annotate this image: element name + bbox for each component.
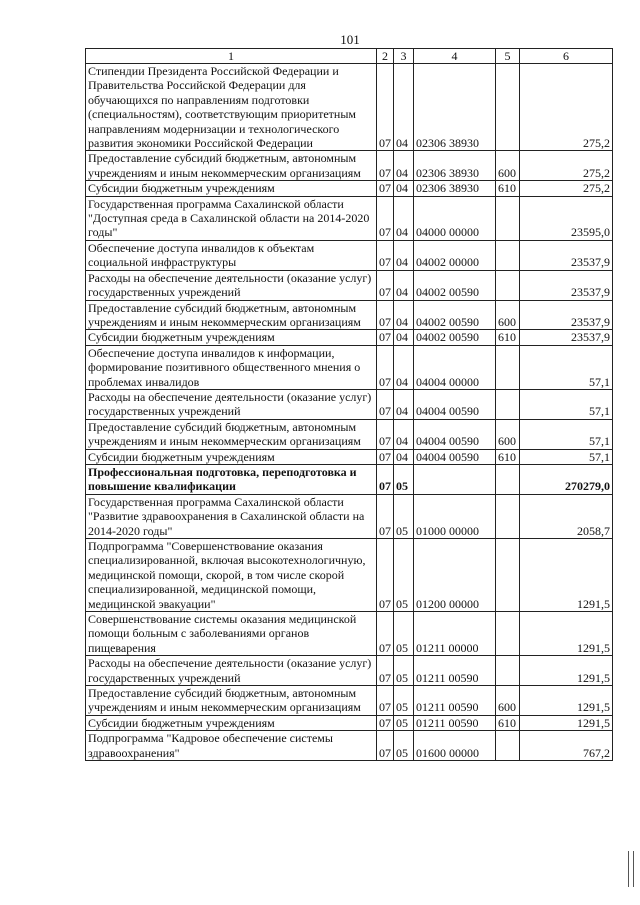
row-target-article-code: 04004 00590 [414, 389, 496, 419]
row-expense-type-code [496, 464, 520, 494]
row-target-article-code: 04004 00590 [414, 449, 496, 464]
page-number: 101 [340, 32, 360, 47]
row-amount: 1291,5 [520, 656, 613, 686]
row-expense-type-code: 600 [496, 300, 520, 330]
row-name: Субсидии бюджетным учреждениям [86, 715, 377, 730]
row-amount: 270279,0 [520, 464, 613, 494]
row-amount: 2058,7 [520, 494, 613, 538]
row-target-article-code: 01600 00000 [414, 731, 496, 761]
row-amount: 767,2 [520, 731, 613, 761]
row-name: Субсидии бюджетным учреждениям [86, 181, 377, 196]
row-expense-type-code: 610 [496, 715, 520, 730]
row-section-code: 07 [377, 539, 394, 612]
table-row [86, 656, 613, 686]
row-expense-type-code: 610 [496, 181, 520, 196]
table-row [86, 330, 613, 345]
row-amount: 275,2 [520, 181, 613, 196]
row-amount: 57,1 [520, 345, 613, 389]
row-target-article-code: 04002 00590 [414, 270, 496, 300]
row-expense-type-code [496, 494, 520, 538]
row-target-article-code: 04002 00590 [414, 330, 496, 345]
table-row [86, 389, 613, 419]
table-row [86, 151, 613, 181]
row-target-article-code [414, 464, 496, 494]
row-amount: 1291,5 [520, 715, 613, 730]
row-subsection-code: 04 [394, 345, 414, 389]
row-amount: 1291,5 [520, 686, 613, 716]
table-row [86, 715, 613, 730]
row-expense-type-code: 610 [496, 330, 520, 345]
column-header: 2 [377, 49, 394, 64]
table-row [86, 419, 613, 449]
table-row [86, 300, 613, 330]
row-target-article-code: 02306 38930 [414, 151, 496, 181]
row-target-article-code: 01211 00590 [414, 656, 496, 686]
row-section-code: 07 [377, 419, 394, 449]
row-subsection-code: 04 [394, 240, 414, 270]
table-header-row [86, 49, 613, 64]
row-expense-type-code [496, 389, 520, 419]
table-row [86, 494, 613, 538]
row-subsection-code: 04 [394, 300, 414, 330]
row-section-code: 07 [377, 64, 394, 151]
row-subsection-code: 05 [394, 539, 414, 612]
row-amount: 1291,5 [520, 612, 613, 656]
column-header: 6 [520, 49, 613, 64]
row-name: Субсидии бюджетным учреждениям [86, 449, 377, 464]
row-section-code: 07 [377, 686, 394, 716]
row-subsection-code: 05 [394, 731, 414, 761]
row-expense-type-code: 610 [496, 449, 520, 464]
row-expense-type-code: 600 [496, 151, 520, 181]
row-amount: 275,2 [520, 151, 613, 181]
row-amount: 23537,9 [520, 240, 613, 270]
row-subsection-code: 04 [394, 449, 414, 464]
row-amount: 23537,9 [520, 300, 613, 330]
row-name: Расходы на обеспечение деятельности (оказание услуг) государственных учреждений [86, 270, 377, 300]
table-row [86, 196, 613, 240]
row-expense-type-code [496, 612, 520, 656]
row-name: Обеспечение доступа инвалидов к объектам социальной инфраструктуры [86, 240, 377, 270]
table-row [86, 449, 613, 464]
table-row [86, 731, 613, 761]
row-target-article-code: 04004 00000 [414, 345, 496, 389]
row-name: Субсидии бюджетным учреждениям [86, 330, 377, 345]
row-name: Государственная программа Сахалинской области "Развитие здравоохранения в Сахалинской области на 2014-2020 годы" [86, 494, 377, 538]
row-name: Расходы на обеспечение деятельности (оказание услуг) государственных учреждений [86, 656, 377, 686]
row-name: Предоставление субсидий бюджетным, автономным учреждениям и иным некоммерческим организациям [86, 419, 377, 449]
row-expense-type-code [496, 731, 520, 761]
row-name: Расходы на обеспечение деятельности (оказание услуг) государственных учреждений [86, 389, 377, 419]
row-expense-type-code [496, 240, 520, 270]
row-section-code: 07 [377, 389, 394, 419]
row-name: Профессиональная подготовка, переподготовка и повышение квалификации [86, 464, 377, 494]
row-subsection-code: 04 [394, 151, 414, 181]
margin-mark [628, 851, 634, 887]
table-body [86, 64, 613, 761]
row-section-code: 07 [377, 330, 394, 345]
table-row [86, 539, 613, 612]
row-section-code: 07 [377, 449, 394, 464]
column-header: 1 [86, 49, 377, 64]
column-header: 3 [394, 49, 414, 64]
column-header: 4 [414, 49, 496, 64]
row-expense-type-code [496, 270, 520, 300]
row-name: Подпрограмма "Кадровое обеспечение системы здравоохранения" [86, 731, 377, 761]
budget-table [85, 48, 613, 761]
table-row [86, 612, 613, 656]
column-header: 5 [496, 49, 520, 64]
table-row [86, 240, 613, 270]
row-target-article-code: 02306 38930 [414, 181, 496, 196]
row-section-code: 07 [377, 151, 394, 181]
row-name: Государственная программа Сахалинской области "Доступная среда в Сахалинской области на 2014-2020 годы" [86, 196, 377, 240]
row-subsection-code: 05 [394, 715, 414, 730]
row-target-article-code: 04002 00590 [414, 300, 496, 330]
row-section-code: 07 [377, 240, 394, 270]
row-section-code: 07 [377, 731, 394, 761]
table-row [86, 64, 613, 151]
row-section-code: 07 [377, 270, 394, 300]
row-expense-type-code [496, 345, 520, 389]
row-section-code: 07 [377, 715, 394, 730]
row-subsection-code: 04 [394, 196, 414, 240]
row-target-article-code: 01211 00590 [414, 686, 496, 716]
row-amount: 57,1 [520, 449, 613, 464]
row-name: Совершенствование системы оказания медицинской помощи больным с заболеваниями органов пищеварения [86, 612, 377, 656]
row-target-article-code: 01000 00000 [414, 494, 496, 538]
table-row [86, 686, 613, 716]
row-subsection-code: 04 [394, 419, 414, 449]
row-subsection-code: 04 [394, 330, 414, 345]
row-expense-type-code [496, 196, 520, 240]
row-expense-type-code [496, 656, 520, 686]
row-subsection-code: 05 [394, 464, 414, 494]
row-amount: 57,1 [520, 419, 613, 449]
row-subsection-code: 04 [394, 389, 414, 419]
row-amount: 275,2 [520, 64, 613, 151]
row-target-article-code: 01211 00590 [414, 715, 496, 730]
row-name: Подпрограмма "Совершенствование оказания специализированной, включая высокотехнологичную, медицинской помощи, скорой, в том числе скорой специализированной, медицинской помощи, медицинской эвакуации" [86, 539, 377, 612]
row-amount: 23537,9 [520, 330, 613, 345]
row-target-article-code: 04004 00590 [414, 419, 496, 449]
row-subsection-code: 05 [394, 494, 414, 538]
row-expense-type-code: 600 [496, 686, 520, 716]
row-amount: 1291,5 [520, 539, 613, 612]
row-expense-type-code: 600 [496, 419, 520, 449]
row-target-article-code: 01200 00000 [414, 539, 496, 612]
row-name: Обеспечение доступа инвалидов к информации, формирование позитивного общественного мнения о проблемах инвалидов [86, 345, 377, 389]
row-name: Предоставление субсидий бюджетным, автономным учреждениям и иным некоммерческим организациям [86, 300, 377, 330]
row-name: Предоставление субсидий бюджетным, автономным учреждениям и иным некоммерческим организациям [86, 686, 377, 716]
row-amount: 57,1 [520, 389, 613, 419]
table-row [86, 270, 613, 300]
row-target-article-code: 02306 38930 [414, 64, 496, 151]
row-section-code: 07 [377, 494, 394, 538]
row-target-article-code: 04002 00000 [414, 240, 496, 270]
row-subsection-code: 05 [394, 612, 414, 656]
row-name: Предоставление субсидий бюджетным, автономным учреждениям и иным некоммерческим организациям [86, 151, 377, 181]
row-subsection-code: 04 [394, 64, 414, 151]
row-amount: 23595,0 [520, 196, 613, 240]
row-subsection-code: 04 [394, 181, 414, 196]
row-subsection-code: 05 [394, 686, 414, 716]
row-target-article-code: 01211 00000 [414, 612, 496, 656]
row-section-code: 07 [377, 345, 394, 389]
row-section-code: 07 [377, 300, 394, 330]
row-expense-type-code [496, 64, 520, 151]
row-section-code: 07 [377, 612, 394, 656]
row-section-code: 07 [377, 464, 394, 494]
row-section-code: 07 [377, 181, 394, 196]
row-section-code: 07 [377, 656, 394, 686]
row-target-article-code: 04000 00000 [414, 196, 496, 240]
row-expense-type-code [496, 539, 520, 612]
row-amount: 23537,9 [520, 270, 613, 300]
table-row [86, 345, 613, 389]
row-section-code: 07 [377, 196, 394, 240]
row-subsection-code: 05 [394, 656, 414, 686]
row-name: Стипендии Президента Российской Федерации и Правительства Российской Федерации для обучающихся по направлениям подготовки (специальностям), соответствующим приоритетным направлениям модернизации и технологического развития экономики Российской Федерации [86, 64, 377, 151]
table-row [86, 181, 613, 196]
table-row [86, 464, 613, 494]
row-subsection-code: 04 [394, 270, 414, 300]
